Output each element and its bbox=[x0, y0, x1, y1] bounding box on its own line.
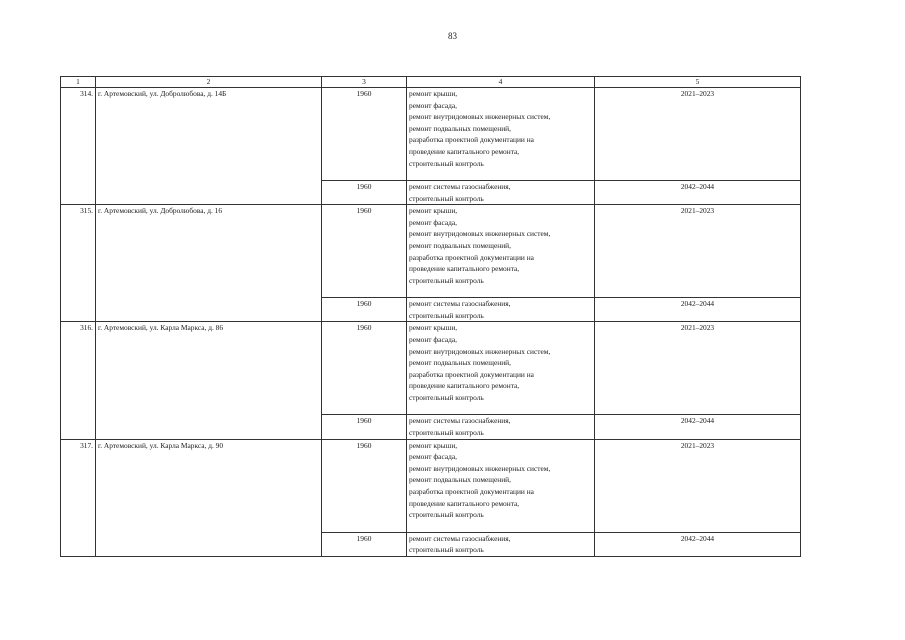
row-number: 315. bbox=[61, 205, 96, 322]
table-body bbox=[61, 88, 801, 557]
repair-work-line: ремонт внутридомовых инженерных систем, bbox=[409, 463, 551, 473]
column-header-5: 5 bbox=[595, 77, 801, 88]
repair-work-line: ремонт крыши, bbox=[409, 323, 458, 333]
column-header-2: 2 bbox=[96, 77, 322, 88]
repair-work-line: ремонт подвальных помещений, bbox=[409, 475, 511, 485]
repair-work-line: строительный контроль bbox=[409, 158, 484, 168]
repair-works bbox=[407, 205, 595, 298]
repair-period: 2021–2023 bbox=[595, 88, 801, 181]
repair-work-line: строительный контроль bbox=[409, 392, 484, 402]
repair-period: 2021–2023 bbox=[595, 322, 801, 415]
repair-work-line: ремонт системы газоснабжения, bbox=[409, 299, 511, 309]
row-number: 314. bbox=[61, 88, 96, 205]
repair-works bbox=[407, 532, 595, 556]
repair-work-line: ремонт системы газоснабжения, bbox=[409, 416, 511, 426]
building-address: г. Артемовский, ул. Добролюбова, д. 14Б bbox=[96, 88, 322, 205]
repair-work-line: строительный контроль bbox=[409, 510, 484, 520]
building-address: г. Артемовский, ул. Карла Маркса, д. 86 bbox=[96, 322, 322, 439]
build-year: 1960 bbox=[322, 532, 407, 556]
repair-work-line: проведение капитального ремонта, bbox=[409, 498, 520, 508]
repair-work-line: проведение капитального ремонта, bbox=[409, 264, 520, 274]
repair-work-line: строительный контроль bbox=[409, 545, 484, 555]
repair-work-line: ремонт крыши, bbox=[409, 206, 458, 216]
repair-work-line: ремонт фасада, bbox=[409, 452, 457, 462]
table-row bbox=[61, 322, 801, 415]
repair-works bbox=[407, 181, 595, 205]
repair-period: 2042–2044 bbox=[595, 181, 801, 205]
page-number: 83 bbox=[448, 31, 457, 41]
build-year: 1960 bbox=[322, 205, 407, 298]
repair-works bbox=[407, 415, 595, 439]
repair-work-line: разработка проектной документации на bbox=[409, 252, 534, 262]
build-year: 1960 bbox=[322, 415, 407, 439]
repair-work-line: проведение капитального ремонта, bbox=[409, 146, 520, 156]
row-number: 317. bbox=[61, 439, 96, 556]
repair-work-line: ремонт подвальных помещений, bbox=[409, 240, 511, 250]
repair-work-line: разработка проектной документации на bbox=[409, 369, 534, 379]
repair-work-line: ремонт крыши, bbox=[409, 89, 458, 98]
repair-work-line: ремонт системы газоснабжения, bbox=[409, 182, 511, 191]
repair-works bbox=[407, 322, 595, 415]
repair-work-line: ремонт крыши, bbox=[409, 440, 458, 450]
repair-work-line: ремонт фасада, bbox=[409, 217, 457, 227]
repair-work-line: строительный контроль bbox=[409, 193, 484, 203]
repair-period: 2042–2044 bbox=[595, 415, 801, 439]
table-row bbox=[61, 205, 801, 298]
repair-period: 2021–2023 bbox=[595, 439, 801, 532]
repair-work-line: разработка проектной документации на bbox=[409, 135, 534, 145]
build-year: 1960 bbox=[322, 322, 407, 415]
build-year: 1960 bbox=[322, 298, 407, 322]
repair-work-line: ремонт подвальных помещений, bbox=[409, 123, 511, 133]
column-header-4: 4 bbox=[407, 77, 595, 88]
building-address: г. Артемовский, ул. Добролюбова, д. 16 bbox=[96, 205, 322, 322]
repair-work-line: ремонт внутридомовых инженерных систем, bbox=[409, 229, 551, 239]
repair-work-line: ремонт фасада, bbox=[409, 334, 457, 344]
repair-work-line: ремонт фасада, bbox=[409, 100, 457, 110]
repair-works bbox=[407, 88, 595, 181]
table-row bbox=[61, 88, 801, 181]
build-year: 1960 bbox=[322, 181, 407, 205]
repair-work-line: строительный контроль bbox=[409, 275, 484, 285]
repair-works bbox=[407, 439, 595, 532]
repair-work-line: разработка проектной документации на bbox=[409, 486, 534, 496]
repair-work-line: ремонт внутридомовых инженерных систем, bbox=[409, 346, 551, 356]
repair-work-line: строительный контроль bbox=[409, 310, 484, 320]
column-header-3: 3 bbox=[322, 77, 407, 88]
table-row bbox=[61, 439, 801, 532]
row-number: 316. bbox=[61, 322, 96, 439]
header-row bbox=[61, 77, 801, 88]
repair-work-line: ремонт системы газоснабжения, bbox=[409, 533, 511, 543]
building-address: г. Артемовский, ул. Карла Маркса, д. 90 bbox=[96, 439, 322, 556]
build-year: 1960 bbox=[322, 88, 407, 181]
column-header-1: 1 bbox=[61, 77, 96, 88]
repair-work-line: проведение капитального ремонта, bbox=[409, 381, 520, 391]
repair-work-line: ремонт подвальных помещений, bbox=[409, 358, 511, 368]
repair-work-line: ремонт внутридомовых инженерных систем, bbox=[409, 112, 551, 122]
repair-period: 2021–2023 bbox=[595, 205, 801, 298]
repair-period: 2042–2044 bbox=[595, 532, 801, 556]
repair-works bbox=[407, 298, 595, 322]
build-year: 1960 bbox=[322, 439, 407, 532]
table-header bbox=[61, 77, 801, 88]
repair-period: 2042–2044 bbox=[595, 298, 801, 322]
capital-repair-table bbox=[60, 76, 801, 557]
repair-work-line: строительный контроль bbox=[409, 427, 484, 437]
